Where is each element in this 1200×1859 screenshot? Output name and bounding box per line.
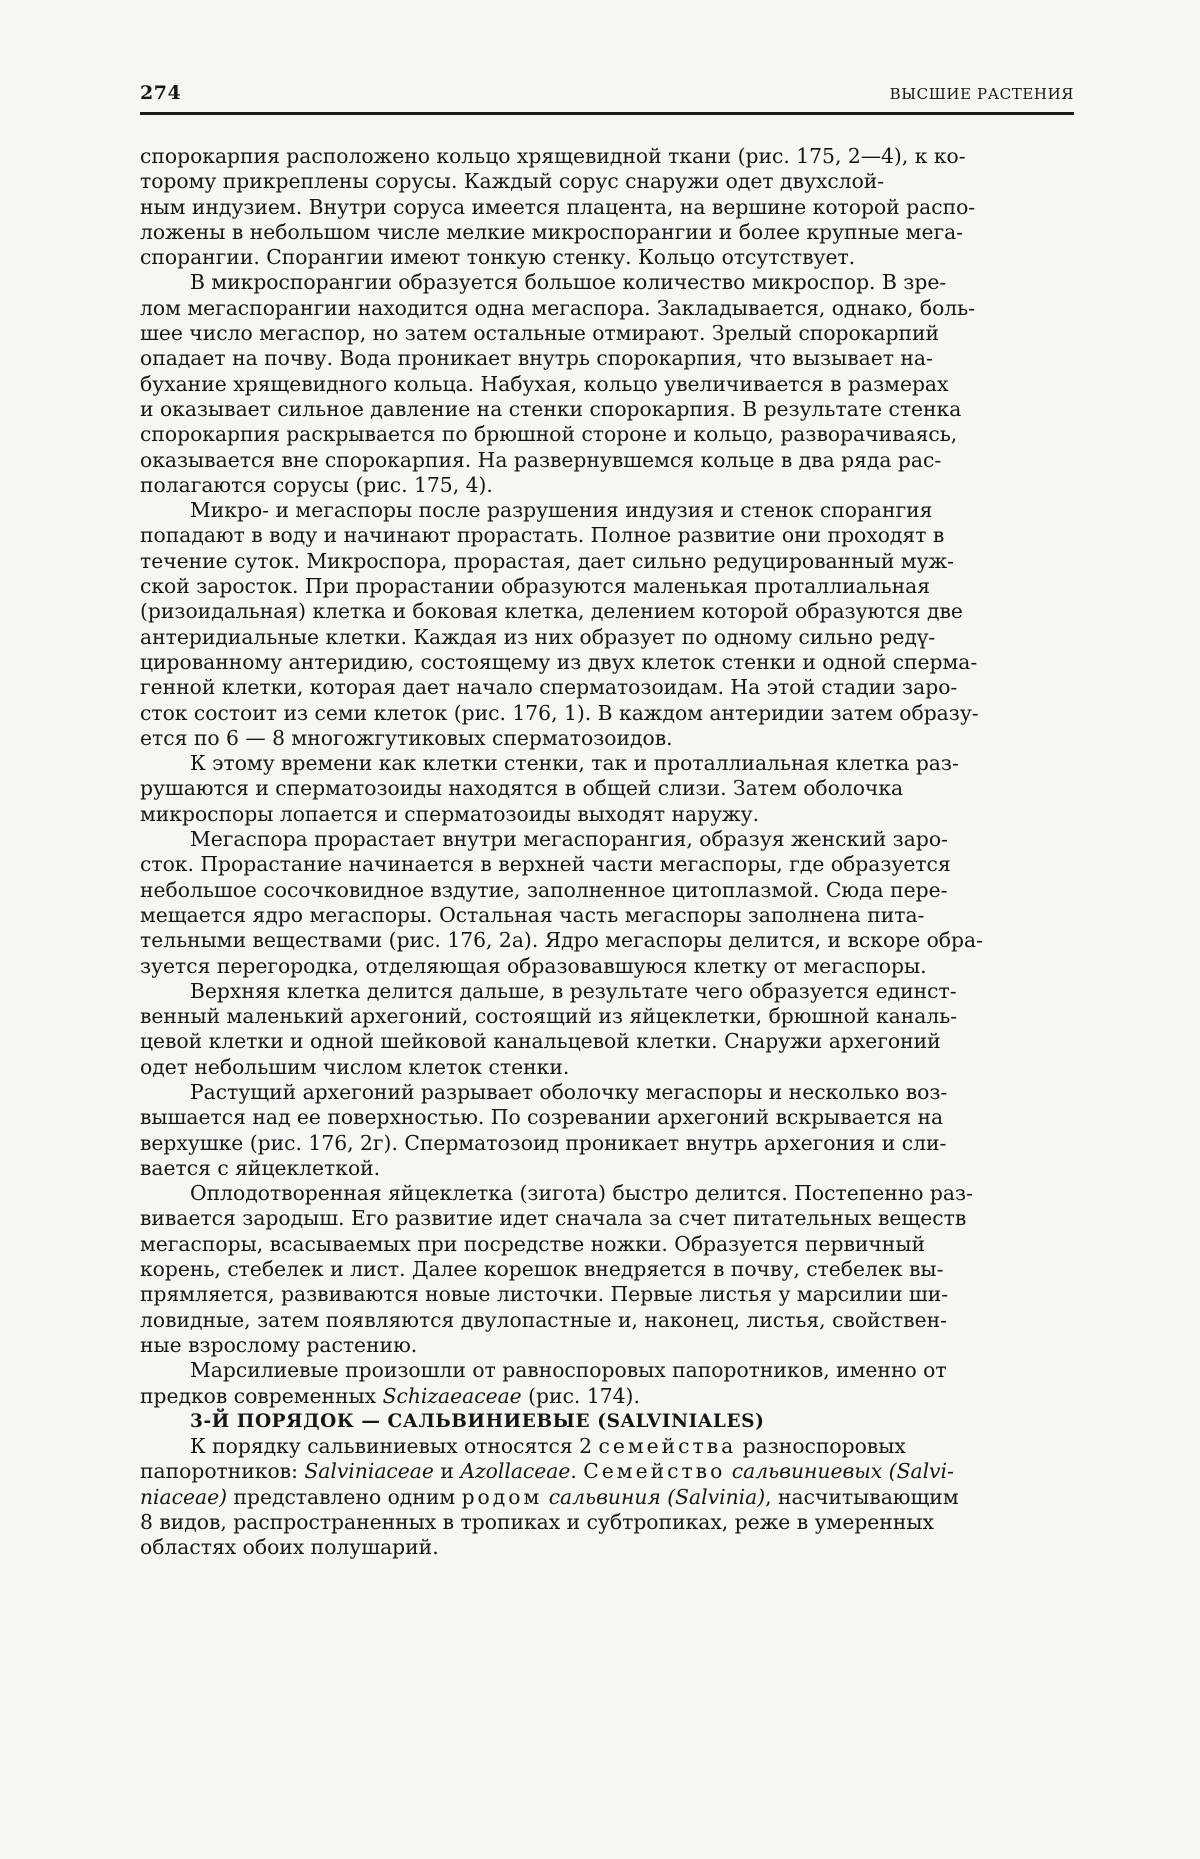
text-run: и (433, 1459, 461, 1484)
paragraph: Микро- и мегаспоры после разрушения индузия и стенок спорангия попадают в воду и начинают прорастать. Полное развитие они проходят в течение суток. Микроспора, прорастая, дает сильно редуцированный муж- ской заросток. При прорастании образуются маленькая проталлиальная (ризоидальная) клетка и боковая клетка, делением которой образуются две антеридиальные клетки. Каждая из них образует по одному сильно редү- цированному антеридию, состоящему из двух клеток стенки и одной сперма- генной клетки, которая дает начало сперматозоидам. На этой стадии заро- сток состоит из семи клеток (рис. 176, 1). В каждом антеридии затем образу- ется по 6 — 8 многожгутиковых сперматозоидов. (140, 498, 979, 750)
text-run: . (570, 1459, 584, 1484)
paragraph (140, 1358, 1074, 1409)
spaced-term: Семейство (583, 1459, 726, 1484)
taxon-name: сальвиниевых (Salvi- niaceae) (140, 1459, 954, 1509)
text-run: , насчитывающим 8 видов, распространенных в тропиках и субтропиках, реже в умеренных областях обоих полушарий. (140, 1484, 959, 1560)
taxon-name: Azollaceae (460, 1459, 571, 1484)
paragraph: Верхняя клетка делится дальше, в результате чего образуется единст- венный маленький архегоний, состоящий из яйцеклетки, брюшной каналь- цевой клетки и одной шейковой канальцевой клетки. Снаружи архегоний одет небольшим числом клеток стенки. (140, 978, 958, 1079)
text-run: разноспоровых папоротников: (140, 1434, 906, 1484)
paragraph: В микроспорангии образуется большое количество микроспор. В зре- лом мегаспорангии находится одна мегаспора. Закладывается, однако, боль- шее число мегаспор, но затем остальные отмирают. Зрелый спорокарпий опадает на почву. Вода проникает внутрь спорокарпия, что вызывает на- бухание хрящевидного кольца. Набухая, кольцо увеличивается в размерах и оказывает сильное давление на стенки спорокарпия. В результате стенка спорокарпия раскрывается по брюшной стороне и кольцо, разворачиваясь, оказывается вне спорокарпия. На развернувшемся кольце в два ряда рас- полагаются сорусы (рис. 175, 4). (140, 270, 976, 497)
section-heading: 3-Й ПОРЯДОК — САЛЬВИНИЕВЫЕ (SALVINIALES) (190, 1410, 765, 1432)
paragraph: Оплодотворенная яйцеклетка (зигота) быстро делится. Постепенно раз- вивается зародыш. Его развитие идет сначала за счет питательных веществ мегаспоры, всасываемых при посредстве ножки. Образуется первичный корень, стебелек и лист. Далее корешок внедряется в почву, стебелек вы- прямляется, развиваются новые листочки. Первые листья у марсилии ши- ловидные, затем появляются двулопастные и, наконец, листья, свойствен- ные взрослому растению. (140, 1181, 973, 1357)
paragraph: К этому времени как клетки стенки, так и проталлиальная клетка раз- рушаются и сперматозоиды находятся в общей слизи. Затем оболочка микроспоры лопается и сперматозоиды выходят наружу. (140, 751, 959, 826)
text-run: К порядку сальвиниевых относятся 2 (190, 1434, 599, 1459)
paragraph: Растущий архегоний разрывает оболочку мегаспоры и несколько воз- вышается над ее поверхностью. По созревании архегоний вскрывается на верхушке (рис. 176, 2г). Сперматозоид проникает внутрь архегония и сли- вается с яйцеклеткой. (140, 1079, 948, 1180)
taxon-name: Schizaeaceae (382, 1383, 522, 1408)
page-header (140, 82, 1074, 115)
paragraph: Мегаспора прорастает внутри мегаспорангия, образуя женский заро- сток. Прорастание начинается в верхней части мегаспоры, где образуется небольшое сосочковидное вздутие, заполненное цитоплазмой. Сюда пере- мещается ядро мегаспоры. Остальная часть мегаспоры заполнена пита- тельными веществами (рис. 176, 2а). Ядро мегаспоры делится, и вскоре обра- зуется перегородка, отделяющая образовавшуюся клетку от мегаспоры. (140, 827, 983, 978)
text-run: представлено одним (227, 1484, 462, 1509)
paragraph: спорокарпия расположено кольцо хрящевидной ткани (рис. 175, 2—4), к ко- торому прикреплены сорусы. Каждый сорус снаружи одет двухслой- ным индузием. Внутри соруса имеется плацента, на вершине которой распо- ложены в небольшом числе мелкие микроспорангии и более крупные мега- спорангии. Спорангии имеют тонкую стенку. Кольцо отсутствует. (140, 144, 976, 270)
body-text (140, 144, 1074, 1561)
taxon-name: сальвиния (Salvinia) (548, 1484, 766, 1509)
taxon-name: Salviniaceae (304, 1459, 434, 1484)
paragraph (140, 1434, 1074, 1560)
text-run: (рис. 174). (521, 1383, 640, 1408)
spaced-term: родом (461, 1484, 543, 1509)
spaced-term: семейства (598, 1434, 737, 1459)
page-number: 274 (140, 82, 182, 104)
text-run: Марсилиевые произошли от равноспоровых папоротников, именно от предков современных (140, 1358, 947, 1408)
running-head: ВЫСШИЕ РАСТЕНИЯ (889, 85, 1074, 103)
